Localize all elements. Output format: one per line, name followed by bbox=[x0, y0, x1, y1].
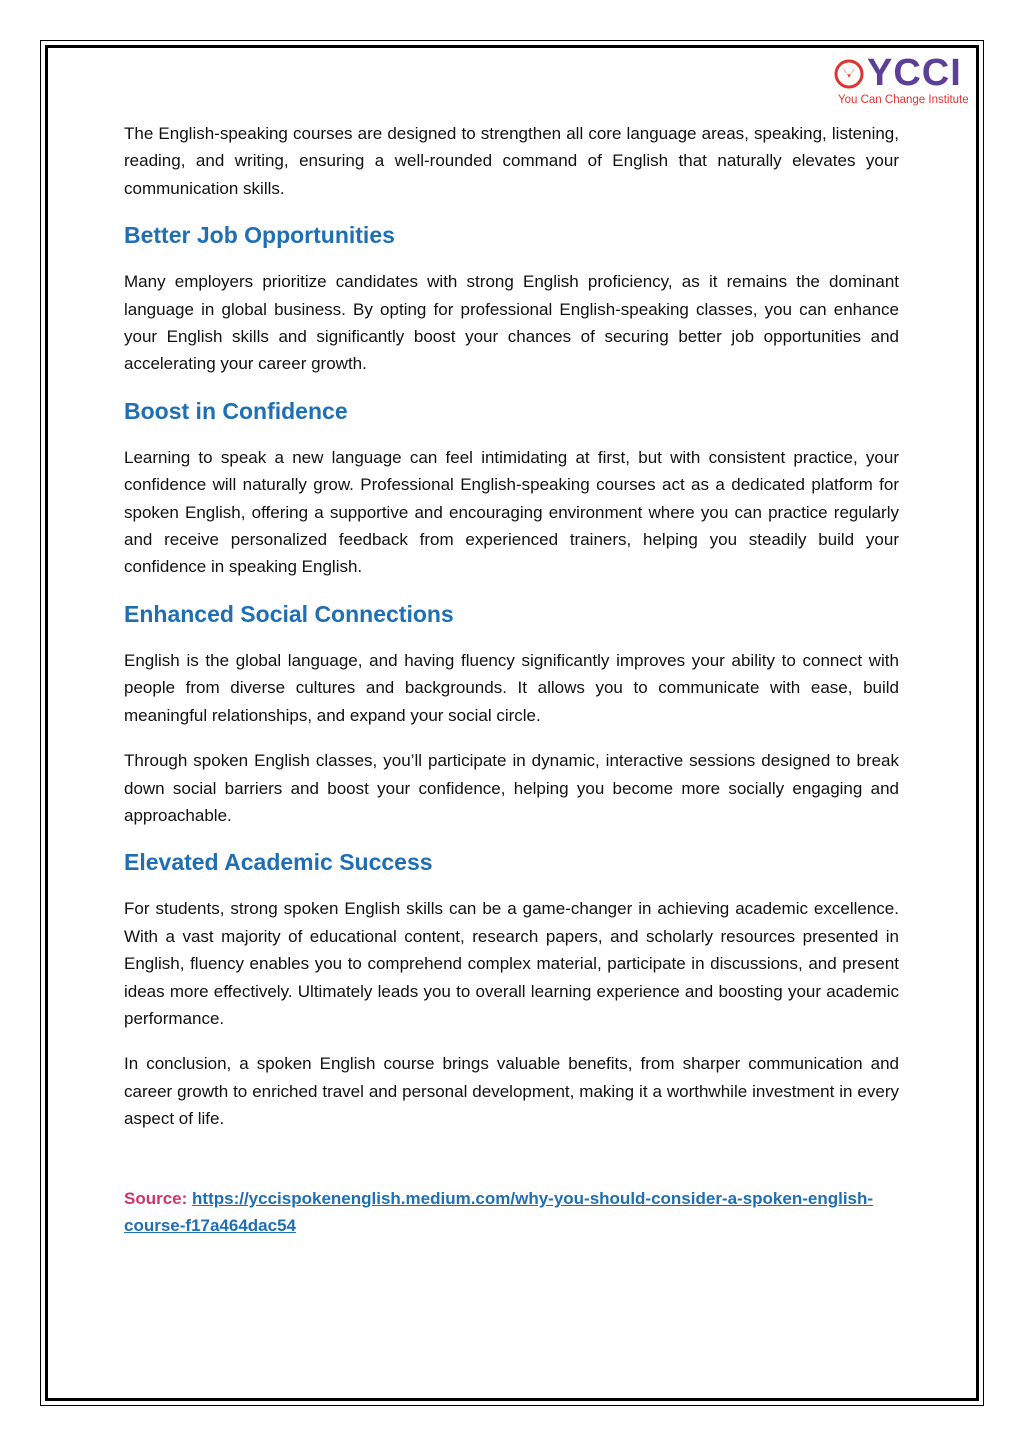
document-body bbox=[124, 120, 899, 1239]
source-link[interactable]: https://yccispokenenglish.medium.com/why-you-should-consider-a-spoken-english-course-f17a464dac54 bbox=[124, 1188, 874, 1235]
ycci-logo bbox=[834, 52, 969, 113]
heading-boost-in-confidence: Boost in Confidence bbox=[124, 397, 348, 424]
source-label: Source: bbox=[124, 1188, 188, 1208]
logo-tagline: You Can Change Institute bbox=[838, 94, 969, 106]
ycci-logo-mark-icon bbox=[834, 59, 864, 89]
heading-better-job-opportunities: Better Job Opportunities bbox=[124, 222, 395, 249]
paragraph: English is the global language, and having fluency significantly improves your ability to connect with people from diverse cultures and backgrounds. It allows you to communicate with ease, build meaningful relationships, and expand your social circle. bbox=[124, 650, 899, 725]
source-citation bbox=[124, 1185, 899, 1240]
paragraph: Through spoken English classes, you’ll participate in dynamic, interactive sessions designed to break down social barriers and boost your confidence, helping you become more socially engaging and approachable. bbox=[124, 751, 899, 825]
conclusion-paragraph: In conclusion, a spoken English course brings valuable benefits, from sharper communication and career growth to enriched travel and personal development, making it a worthwhile investment in every aspect of life. bbox=[124, 1054, 899, 1129]
paragraph: Many employers prioritize candidates with strong English proficiency, as it remains the dominant language in global business. By opting for professional English-speaking classes, you can enhance your English skills and significantly boost your chances of securing better job opportunities and accelerating your career growth. bbox=[124, 272, 899, 374]
logo-text: YCCI bbox=[867, 52, 962, 94]
heading-enhanced-social-connections: Enhanced Social Connections bbox=[124, 600, 454, 627]
paragraph: Learning to speak a new language can feel intimidating at first, but with consistent practice, your confidence will naturally grow. Professional English-speaking courses act as a dedicated platform for spoken English, offering a supportive and encouraging environment where you can practice regularly and receive personalized feedback from experienced trainers, helping you steadily build your confidence in speaking English. bbox=[124, 447, 899, 577]
intro-paragraph: The English-speaking courses are designed to strengthen all core language areas, speaking, listening, reading, and writing, ensuring a well-rounded command of English that naturally elevates your communication skills. bbox=[124, 124, 899, 198]
paragraph: For students, strong spoken English skills can be a game-changer in achieving academic excellence. With a vast majority of educational content, research papers, and scholarly resources presented in English, fluency enables you to comprehend complex material, participate in discussions, and present ideas more effectively. Ultimately leads you to overall learning experience and boosting your academic performance. bbox=[124, 899, 899, 1028]
heading-elevated-academic-success: Elevated Academic Success bbox=[124, 849, 433, 876]
